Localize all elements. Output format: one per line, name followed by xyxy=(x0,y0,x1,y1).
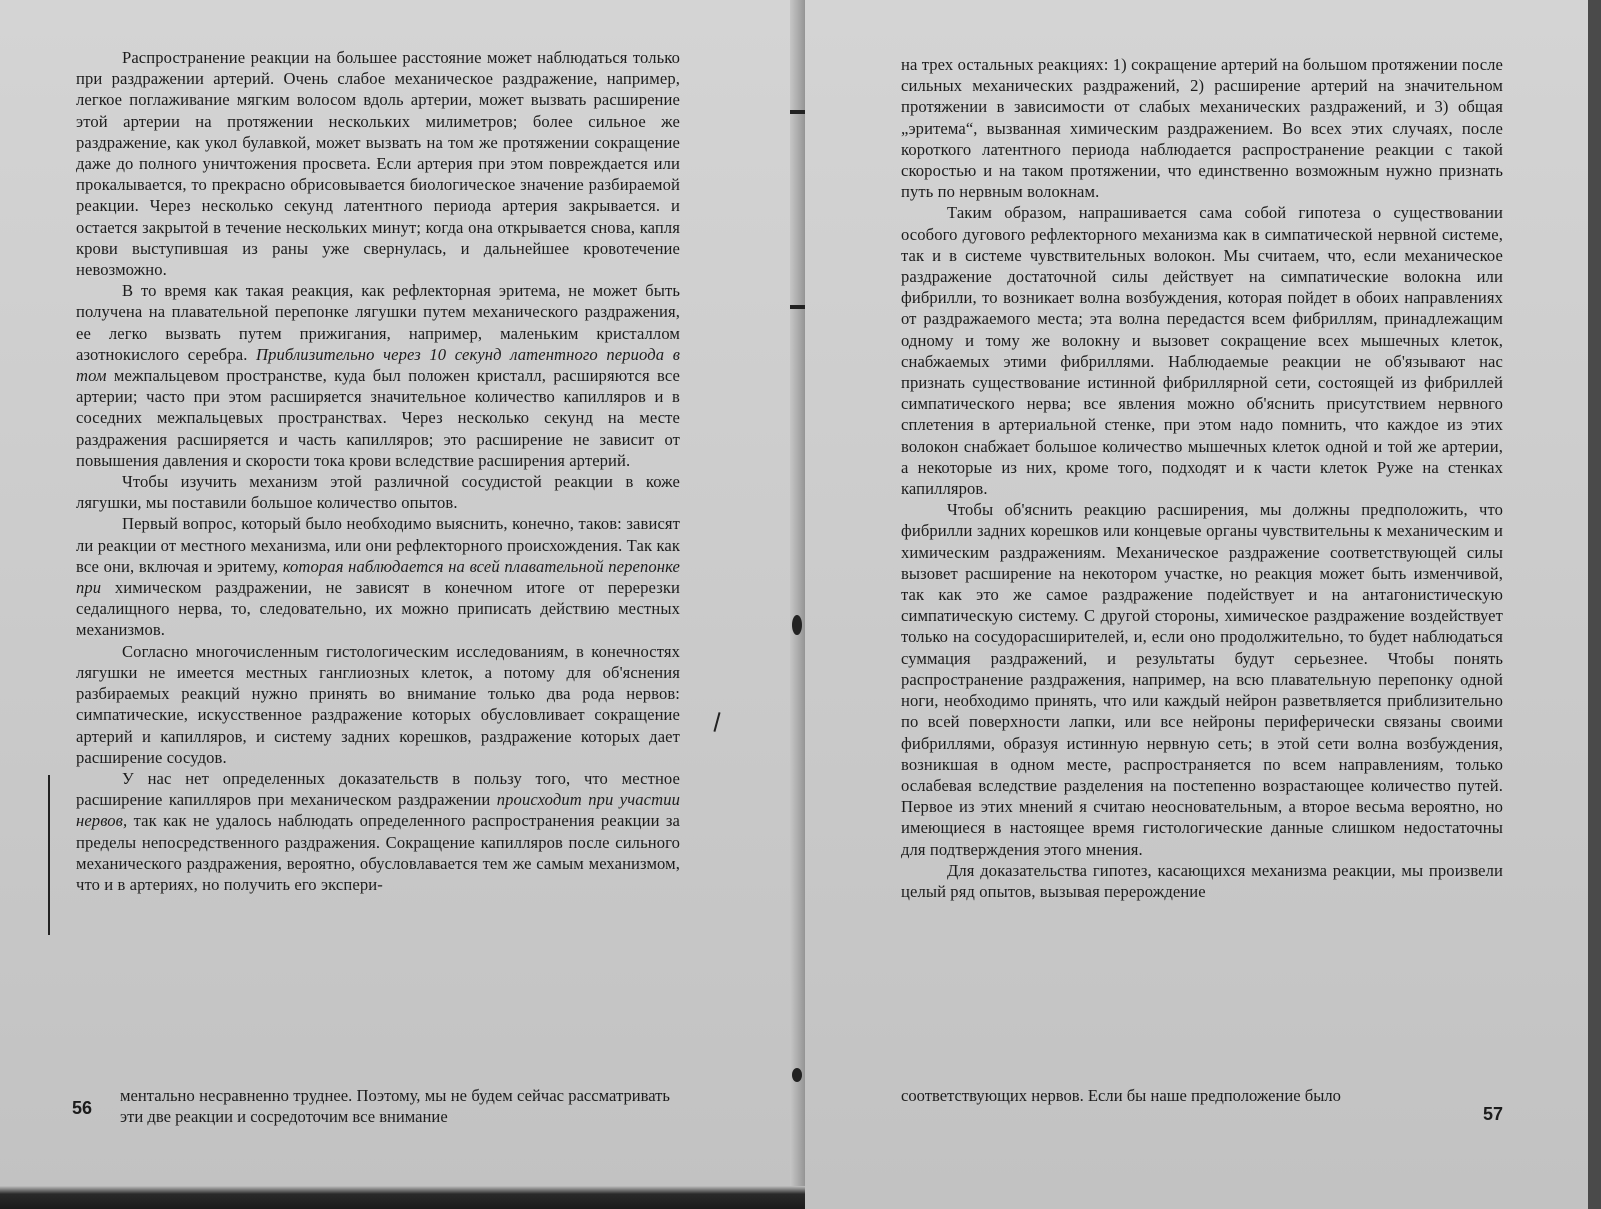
paragraph: на трех остальных реакциях: 1) сокращение артерий на большом протяжении после сильных механических раздражений, 2) расширение артерий на значительном протяжении в зависимости от слабых механических раздражений, и 3) общая „эритема“, вызванная химическим раздражением. Во всех этих случаях, после короткого латентного периода наблюдается распространение реакции с такой скоростью и на таком протяжении, что единственно возможным нужно признать путь по нервным волокнам. xyxy=(901,55,1503,202)
paragraph-text: определенного распространения реакции за пределы непосредственного раздражения. Сокращение капилляров после сильного механического раздражения, вероятно, обусловлавается тем же самым механизмом, что и в артериях, но получить его экспери- xyxy=(76,811,681,894)
binding-staple xyxy=(792,1068,802,1082)
right-page-tail xyxy=(901,1085,1461,1106)
page-number: 57 xyxy=(1483,1104,1504,1124)
paragraph-text: Первый вопрос, который было необходимо выяснить, конечно, таков: зависят ли реакции от местного механизма, или они рефлекторного происхождения. Так как все они, включая и эритему, xyxy=(76,514,680,576)
right-page xyxy=(805,0,1601,1209)
italic-text: Приблизительно через 10 секунд латентного периода в том xyxy=(76,344,681,386)
paragraph-text: химическом раздражении, не зависят в конечном итоге от перерезки седалищного нерва, то, следовательно, их можно приписать действию местных механизмов. xyxy=(76,578,680,640)
paragraph-text: межпальцевом пространстве, куда был положен кристалл, расширяются все артерии; часто при этом расширяется значительное количество капилляров и в соседних межпальцевых пространствах. Через несколько секунд на месте раздражения расширяется и часть капилляров; это расширение не зависит от повышения давления и скорости тока крови вследствие расширения артерий. xyxy=(76,366,681,470)
paragraph-text: так как не удалось наблюдать xyxy=(133,811,354,831)
paragraph: соответствующих нервов. Если бы наше предположение было xyxy=(901,1086,1341,1105)
paragraph xyxy=(76,513,680,640)
left-page-body xyxy=(76,47,680,895)
paragraph-text: У нас нет определенных доказательств в пользу того, что местное расширение капилляров при механическом раздражении xyxy=(76,768,680,810)
paragraph: Чтобы изучить механизм этой различной сосудистой реакции в коже лягушки, мы поставили большое количество опытов. xyxy=(76,472,680,513)
italic-text: происходит при участии нервов, xyxy=(76,790,681,831)
right-page-body xyxy=(901,54,1503,902)
page-edge-shadow xyxy=(1588,0,1601,1209)
paragraph-text: В то время как такая реакция, как рефлекторная эритема, не может быть получена на плавательной перепонке лягушки путем механического раздражения, ее легко вызвать путем прижигания, например, маленьким кристаллом азотнокислого серебра. xyxy=(76,281,680,364)
page-edge-shadow xyxy=(0,1186,805,1209)
page-number: 56 xyxy=(72,1098,93,1118)
paragraph xyxy=(76,768,680,895)
binding-staple xyxy=(792,615,802,635)
paragraph: Для доказательства гипотез, касающихся механизма реакции, мы произвели целый ряд опытов, вызывая перерождение xyxy=(901,860,1503,901)
margin-pencil-mark xyxy=(713,712,720,732)
paragraph: Согласно многочисленным гистологическим исследованиям, в конечностях лягушки не имеется местных ганглиозных клеток, а потому для об'яснения разбираемых реакций нужно принять во внимание только два рода нервов: симпатические, искусственное раздражение которых обусловливает сокращение артерий и капилляров, и систему задних корешков, раздражение которых дает расширение сосудов. xyxy=(76,641,680,767)
paragraph: Чтобы об'яснить реакцию расширения, мы должны предположить, что фибрилли задних корешков или концевые органы чувствительны к механическим и химическим раздражениям. Механическое раздражение соответствующей силы вызовет расширение на некотором участке, но реакция может быть изменчивой, так как это же самое раздражение подействует и на антагонистическую симпатическую систему. С другой стороны, химическое раздражение воздействует только на сосудорасширителей, и, если оно продолжительно, то будет наблюдаться суммация раздражений, и результаты будут серьезнее. Чтобы понять распространение раздражения, например, на всю плавательную перепонку одной ноги, необходимо принять, что или каждый нейрон разветвляется приблизительно по всей поверхности лапки, или все нейроны периферически связаны своими фибриллями, образуя истинную нервную сеть; в этой сети волна возбуждения, возникшая в одном месте, распространяется по всем направлениям, только ослабевая вследствие разделения на постепенно возрастающее количество путей. Первое из этих мнений я считаю неосновательным, а второе весьма вероятно, но имеющиеся в настоящее время гистологические данные слишком недостаточны для подтверждения этого мнения. xyxy=(901,500,1503,859)
paragraph: Таким образом, напрашивается сама собой гипотеза о существовании особого дугового рефлекторного механизма как в симпатической нервной системе, так и в системе чувствительных волокон. Мы считаем, что, если механическое раздражение достаточной силы действует на симпатические волокна или фибрилли, то возникает волна возбуждения, которая пойдет в обоих направлениях от раздражаемого места; эта волна передастся всем фибриллям, принадлежащим одному и тому же волокну и вызовет сокращение всех мышечных клеток, снабжаемых этими фибриллями. Наблюдаемые реакции не об'язывают нас признать существование истинной фибриллярной сети, состоящей из фибриллей симпатического нерва; все явления можно об'яснить присутствием нервного сплетения в артериальной стенке, при этом надо помнить, что каждое из этих волокон снабжает большое количество мышечных клеток одной и той же артерии, а некоторые из них, кроме того, подходят и к части клеток Руже на стенках капилляров. xyxy=(901,203,1503,499)
left-page-tail xyxy=(120,1085,670,1127)
italic-text: которая наблюдается на всей плавательной перепонке при xyxy=(76,556,680,598)
paragraph: Распространение реакции на большее расстояние может наблюдаться только при раздражении артерий. Очень слабое механическое раздражение, например, легкое поглаживание мягким волосом вдоль артерии, может вызвать расширение этой артерии на протяжении нескольких милиметров; более сильное же раздражение, как укол булавкой, может вызвать на том же протяжении сокращение даже до полного уничтожения просвета. Если артерия при этом повреждается или прокалывается, то прекрасно обрисовывается биологическое значение разбираемой реакции. Через несколько секунд латентного периода артерия закрывается. и остается закрытой в течение нескольких минут; когда она открывается снова, капля крови выступившая из раны уже свернулась, и дальнейшее кровотечение невозможно. xyxy=(76,48,680,280)
paragraph xyxy=(76,280,680,471)
paragraph: ментально несравненно труднее. Поэтому, мы не будем сейчас рассматривать эти две реакции и сосредоточим все внимание xyxy=(120,1086,670,1127)
margin-pencil-mark xyxy=(48,775,50,935)
